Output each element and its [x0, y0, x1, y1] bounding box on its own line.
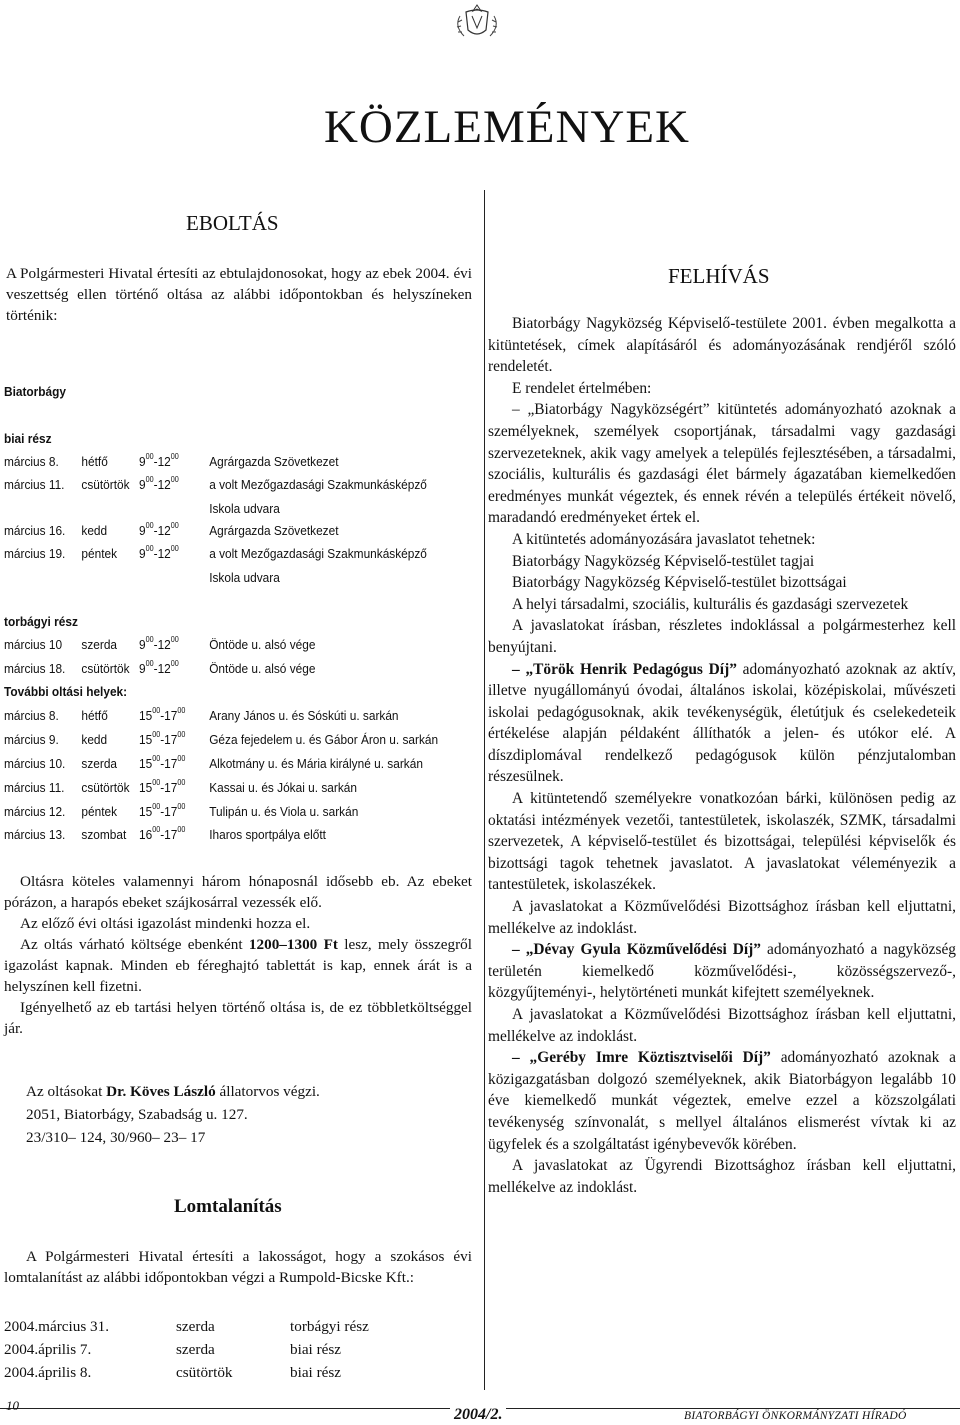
felhivas-p10: A kitüntetendő személyekre vonatkozóan bárki, különösen pedig az oktatási intézmények vezetői, tantestületek, iskolaszék, SZMK, társadalmi szervezetek, A képviselő-testület és bizottságai, települési képviselők és bizottsági tagok tehetnek javaslatot. A javaslatokat véleményezik a tantestületek, iskolaszékek. [488, 790, 956, 894]
schedule-day: csütörtök [81, 661, 130, 676]
felhivas-p1: Biatorbágy Nagyközség Képviselő-testülete 2001. évben megalkotta a kitüntetések, címek alapításáról és adományozásának rendjéről szóló rendeletét. [488, 315, 956, 376]
schedule-date: március 8. [4, 454, 59, 469]
felhivas-p15: A javaslatokat az Ügyrendi Bizottsághoz írásban kell eljuttatni, mellékelve az indoklást. [488, 1157, 956, 1196]
minutes-sup: 00 [152, 825, 161, 834]
schedule-place-2: Iskola udvara [209, 501, 280, 516]
schedule-place-2: Iskola udvara [209, 570, 280, 585]
lomtalanitas-area: biai rész [290, 1364, 342, 1381]
minutes-sup: 00 [170, 544, 179, 553]
crest-emblem-icon [446, 2, 508, 42]
schedule-date: március 12. [4, 804, 66, 819]
schedule-row [4, 756, 472, 778]
schedule-time: $15^{00}-17^{00}$ [139, 706, 186, 723]
eboltas-p2: Az előző évi oltási igazolást mindenki hozza el. [20, 915, 311, 932]
schedule-time: $15^{00}-17^{00}$ [139, 778, 186, 795]
felhivas-title: FELHÍVÁS [668, 264, 770, 288]
felhivas-p7: A helyi társadalmi, szociális, kulturális és gazdasági szervezetek [512, 595, 909, 613]
schedule-place: Arany János u. és Sóskúti u. sarkán [209, 708, 399, 723]
schedule-place: Agrárgazda Szövetkezet [209, 454, 339, 469]
minutes-sup: 00 [170, 521, 179, 530]
minutes-sup: 00 [177, 754, 186, 763]
other-label: További oltási helyek: [4, 684, 128, 699]
lomtalanitas-row [4, 1339, 474, 1361]
lomtalanitas-row [4, 1316, 474, 1338]
schedule-day: péntek [81, 804, 118, 819]
felhivas-p5: Biatorbágy Nagyközség Képviselő-testület tagjai [512, 552, 815, 570]
eboltas-p1: Oltásra köteles valamennyi három hónaposnál idősebb eb. Az ebeket pórázon, a harapós ebeket szájkosárral vezessék elő. [4, 873, 472, 911]
schedule-row [4, 523, 472, 545]
schedule-day: hétfő [81, 708, 108, 723]
lomtalanitas-date: 2004.március 31. [4, 1318, 110, 1335]
schedule-date: március 18. [4, 661, 66, 676]
schedule-time: $9^{00}-12^{00}$ [139, 475, 179, 492]
felhivas-p12: – „Dévay Gyula Közművelődési Díj” adományozható a nagyközség területén kiemelkedő közművelődési-, közösségszervező-, közgyűjteményi-, helytörténeti munkát kifejtett személyeknek. [488, 941, 956, 1002]
eboltas-intro: A Polgármesteri Hivatal értesíti az ebtulajdonosokat, hogy az ebek 2004. évi veszettség ellen történő oltása az alábbi időpontokban és helyszíneken történik: [6, 265, 472, 324]
felhivas-p8: A javaslatokat írásban, részletes indoklással a polgármesterhez kell benyújtani. [488, 617, 956, 656]
schedule-day: szerda [81, 637, 118, 652]
felhivas-p11: A javaslatokat a Közművelődési Bizottsághoz írásban kell eljuttatni, mellékelve az indoklást. [488, 898, 956, 937]
page-title: KÖZLEMÉNYEK [323, 101, 690, 153]
minutes-sup: 00 [177, 706, 186, 715]
minutes-sup: 00 [177, 825, 186, 834]
minutes-sup: 00 [145, 635, 154, 644]
lomtalanitas-day: csütörtök [176, 1364, 233, 1381]
eboltas-title: EBOLTÁS [186, 211, 279, 235]
biai-label: biai rész [4, 431, 52, 446]
schedule-day: kedd [81, 732, 108, 747]
lomtalanitas-day: szerda [176, 1318, 215, 1335]
minutes-sup: 00 [177, 802, 186, 811]
minutes-sup: 00 [170, 635, 179, 644]
schedule-row [4, 454, 472, 476]
schedule-time: $15^{00}-17^{00}$ [139, 802, 186, 819]
minutes-sup: 00 [152, 778, 161, 787]
schedule-day: csütörtök [81, 477, 130, 492]
schedule-place: Tulipán u. és Viola u. sarkán [209, 804, 359, 819]
felhivas-p13: A javaslatokat a Közművelődési Bizottsághoz írásban kell eljuttatni, mellékelve az indoklást. [488, 1006, 956, 1045]
schedule-time: $9^{00}-12^{00}$ [139, 659, 179, 676]
felhivas-p9: – „Török Henrik Pedagógus Díj” adományozható azoknak az aktív, illetve nyugállományú óvodai, általános iskolai, középiskolai, művészeti iskolai pedagógusoknak, akik tevékenységük, életútjuk és cselekedeteik értékelése alapján példaként állíthatók a jelen- és utókor elé. A díszdiplomával rendelkező pedagógusok külön pénzjutalomban részesülnek. [488, 660, 956, 786]
schedule-row [4, 780, 472, 802]
town-label: Biatorbágy [4, 384, 67, 399]
schedule-day: péntek [81, 546, 118, 561]
schedule-place: a volt Mezőgazdasági Szakmunkásképző [209, 546, 427, 561]
schedule-row [4, 475, 472, 516]
schedule-time: $9^{00}-12^{00}$ [139, 521, 179, 538]
minutes-sup: 00 [177, 778, 186, 787]
schedule-row [4, 827, 472, 849]
minutes-sup: 00 [152, 802, 161, 811]
schedule-date: március 9. [4, 732, 59, 747]
schedule-time: $16^{00}-17^{00}$ [139, 825, 186, 842]
felhivas-p2: E rendelet értelmében: [512, 379, 652, 397]
schedule-date: március 10. [4, 756, 66, 771]
schedule-date: március 8. [4, 708, 59, 723]
schedule-date: március 11. [4, 477, 65, 492]
lomtalanitas-title: Lomtalanítás [174, 1196, 282, 1217]
schedule-day: hétfő [81, 454, 108, 469]
minutes-sup: 00 [177, 730, 186, 739]
schedule-date: március 19. [4, 546, 66, 561]
schedule-time: $9^{00}-12^{00}$ [139, 635, 179, 652]
minutes-sup: 00 [170, 475, 179, 484]
lomtalanitas-date: 2004.április 7. [4, 1341, 92, 1358]
schedule-row [4, 661, 472, 683]
minutes-sup: 00 [152, 706, 161, 715]
schedule-row [4, 732, 472, 754]
schedule-place: Öntöde u. alsó vége [209, 661, 316, 676]
schedule-place: Agrárgazda Szövetkezet [209, 523, 339, 538]
schedule-time: $15^{00}-17^{00}$ [139, 730, 186, 747]
column-divider [484, 190, 485, 1390]
schedule-day: szerda [81, 756, 118, 771]
schedule-row [4, 708, 472, 730]
minutes-sup: 00 [170, 452, 179, 461]
vet-phone: 23/310– 124, 30/960– 23– 17 [26, 1129, 206, 1146]
minutes-sup: 00 [145, 475, 154, 484]
lomtalanitas-intro: A Polgármesteri Hivatal értesíti a lakosságot, hogy a szokásos évi lomtalanítást az alábbi időpontokban végzi a Rumpold-Bicske Kft.: [4, 1248, 472, 1286]
minutes-sup: 00 [170, 659, 179, 668]
lomtalanitas-day: szerda [176, 1341, 215, 1358]
schedule-day: szombat [81, 827, 127, 842]
minutes-sup: 00 [145, 521, 154, 530]
schedule-place: Géza fejedelem u. és Gábor Áron u. sarkán [209, 732, 439, 747]
schedule-date: március 11. [4, 780, 65, 795]
lomtalanitas-row [4, 1362, 474, 1384]
schedule-time: $15^{00}-17^{00}$ [139, 754, 186, 771]
schedule-date: március 16. [4, 523, 66, 538]
schedule-time: $9^{00}-12^{00}$ [139, 452, 179, 469]
schedule-day: kedd [81, 523, 108, 538]
felhivas-p6: Biatorbágy Nagyközség Képviselő-testület bizottságai [512, 574, 847, 592]
schedule-row [4, 637, 472, 659]
lomtalanitas-area: torbágyi rész [290, 1318, 369, 1335]
schedule-time: $9^{00}-12^{00}$ [139, 544, 179, 561]
minutes-sup: 00 [145, 452, 154, 461]
schedule-place: Kassai u. és Jókai u. sarkán [209, 780, 357, 795]
schedule-place: Iharos sportpálya előtt [209, 827, 326, 842]
minutes-sup: 00 [145, 544, 154, 553]
felhivas-p4: A kitüntetés adományozására javaslatot tehetnek: [512, 530, 816, 548]
schedule-day: csütörtök [81, 780, 130, 795]
torbagyi-label: torbágyi rész [4, 614, 78, 629]
lomtalanitas-area: biai rész [290, 1341, 342, 1358]
lomtalanitas-date: 2004.április 8. [4, 1364, 92, 1381]
eboltas-p3: Az oltás várható költsége ebenként 1200–1300 Ft lesz, mely összegről igazolást kapnak. Minden eb féreghajtó tablettát is kap, ennek árát is a helyszínen kell fizetni. [4, 936, 472, 995]
schedule-row [4, 544, 472, 585]
publication-name: BIATORBÁGYI ÖNKORMÁNYZATI HÍRADÓ [684, 1410, 907, 1422]
minutes-sup: 00 [152, 730, 161, 739]
felhivas-p3: – „Biatorbágy Nagyközségért” kitüntetés adományozható azoknak a személyeknek, személyek csoportjának, társadalmi vagy gazdasági szervezeteknek, akik vagy amelyek a település fejlesztésében, a társadalmi, szociális, kulturális és gazdasági élet bármely ágazatában kiemelkedően eredményes munkát végeztek, és ennek révén a település értékeit növelő, maradandó eredményeket értek el. [488, 401, 956, 527]
page-number: 10 [6, 1398, 19, 1413]
eboltas-p4: Igényelhető az eb tartási helyen történő oltása is, de ez többletköltséggel jár. [4, 999, 472, 1037]
issue-number: 2004/2. [450, 1406, 506, 1424]
schedule-row [4, 804, 472, 826]
schedule-date: március 13. [4, 827, 66, 842]
schedule-date: március 10 [4, 637, 63, 652]
schedule-place: Alkotmány u. és Mária királyné u. sarkán [209, 756, 423, 771]
felhivas-p14: – „Geréby Imre Köztisztviselői Díj” adományozható azoknak a közigazgatásban dolgozó személyeknek, akik Biatorbágyon legalább 10 éve kiemelkedő munkát végeztek, emelve ezzel a közszolgálati tevékenység színvonalát, s mellyel általános elismerést vívtak ki az ügyfelek és a szolgáltatást igénybevevők körében. [488, 1049, 956, 1153]
vet-address: 2051, Biatorbágy, Szabadság u. 127. [26, 1106, 248, 1123]
schedule-place: a volt Mezőgazdasági Szakmunkásképző [209, 477, 427, 492]
minutes-sup: 00 [145, 659, 154, 668]
schedule-place: Öntöde u. alsó vége [209, 637, 316, 652]
minutes-sup: 00 [152, 754, 161, 763]
vet-line: Az oltásokat Dr. Köves László állatorvos végzi. [26, 1083, 320, 1100]
